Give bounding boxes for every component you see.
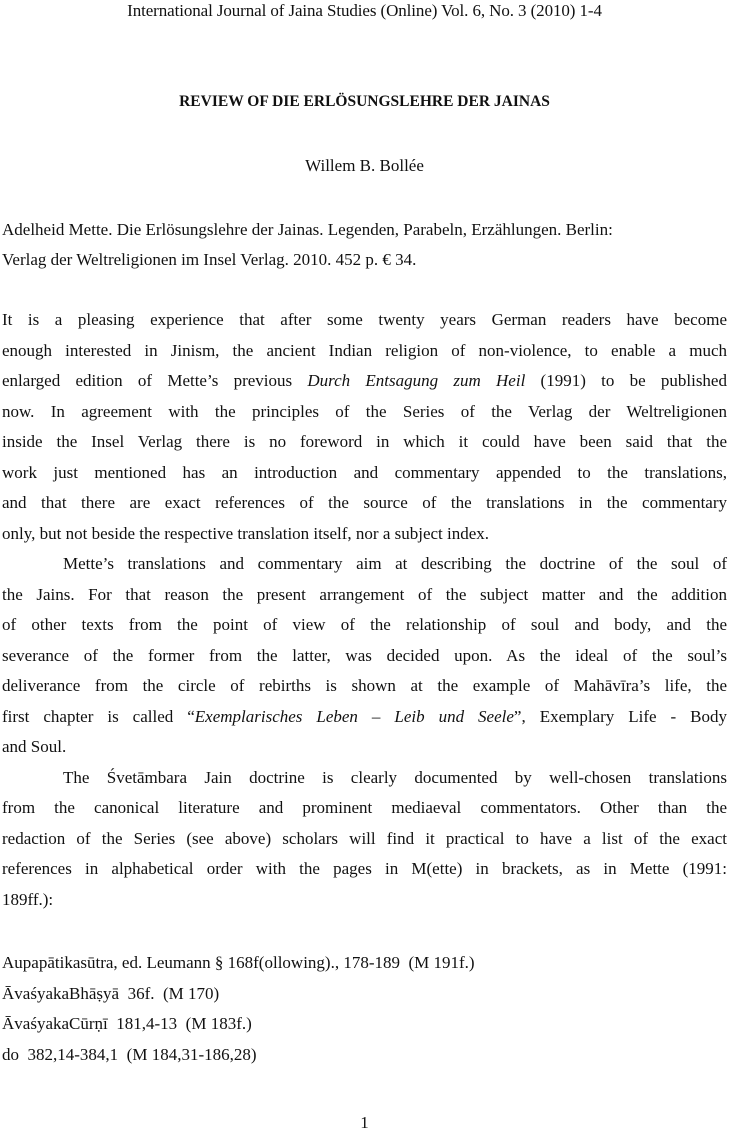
paragraph-2-line: and Soul. [2, 737, 67, 756]
paragraph-2-line: Mette’s translations and commentary aim at describing the doctrine of the soul of [63, 554, 727, 573]
paragraph-3-line: 189ff.): [2, 889, 54, 909]
article-title: REVIEW OF DIE ERLÖSUNGSLEHRE DER JAINAS [179, 93, 550, 110]
article-author: Willem B. Bollée [305, 156, 424, 175]
review-body [2, 305, 727, 915]
italic-chapter-title: Exemplarisches Leben – Leib und Seele [194, 706, 514, 726]
reference-item: ĀvaśyakaBhāṣyā 36f. (M 170) [2, 983, 220, 1003]
paragraph-3-line: The Śvetāmbara Jain doctrine is clearly documented by well-chosen translations [63, 767, 727, 787]
text-run: (1991) to be published [525, 371, 727, 390]
paragraph-3-line: from the canonical literature and prominent mediaeval commentators. Other than the [2, 798, 727, 817]
paragraph-2-line: of other texts from the point of view of the relationship of soul and body, and the [2, 615, 727, 634]
paragraph-2-line: deliverance from the circle of rebirths is shown at the example of Mahāvīra’s life, the [2, 676, 727, 695]
paragraph-2-line: severance of the former from the latter, was decided upon. As the ideal of the soul’s [2, 645, 727, 665]
paragraph-1-line: and that there are exact references of the source of the translations in the commentary [2, 493, 727, 512]
paragraph-1-line: now. In agreement with the principles of the Series of the Verlag der Weltreligionen [2, 401, 727, 421]
paragraph-1-line: It is a pleasing experience that after some twenty years German readers have become [2, 310, 727, 329]
reference-item: ĀvaśyakaCūrṇī 181,4-13 (M 183f.) [2, 1014, 252, 1033]
citation-line: Verlag der Weltreligionen im Insel Verlag. 2010. 452 p. € 34. [2, 250, 417, 269]
paragraph-2-line: the Jains. For that reason the present arrangement of the subject matter and the addition [2, 584, 727, 604]
text-run: ”, Exemplary Life - Body [513, 706, 728, 726]
paragraph-1-line: enough interested in Jinism, the ancient Indian religion of non-violence, to enable a much [2, 340, 727, 360]
paragraph-2-line [2, 702, 727, 733]
paragraph-1-line: work just mentioned has an introduction and commentary appended to the translations, [2, 462, 727, 482]
page-number: 1 [360, 1113, 369, 1132]
citation-line: Adelheid Mette. Die Erlösungslehre der Jainas. Legenden, Parabeln, Erzählungen. Berlin: [2, 220, 613, 239]
book-citation [2, 215, 727, 275]
text-run: first chapter is called “ [2, 706, 195, 726]
journal-header: International Journal of Jaina Studies (Online) Vol. 6, No. 3 (2010) 1-4 [127, 1, 602, 20]
reference-item: do 382,14-384,1 (M 184,31-186,28) [2, 1044, 257, 1064]
text-run: enlarged edition of Mette’s previous [2, 371, 308, 390]
italic-book-title: Durch Entsagung zum Heil [307, 371, 526, 390]
paragraph-3-line: redaction of the Series (see above) scholars will find it practical to have a list of the exact [2, 828, 727, 848]
reference-list [2, 948, 727, 1070]
reference-item: Aupapātikasūtra, ed. Leumann § 168f(ollowing)., 178-189 (M 191f.) [2, 953, 475, 972]
paragraph-3-line: references in alphabetical order with the pages in M(ette) in brackets, as in Mette (1991: [2, 859, 727, 878]
paragraph-1-line: inside the Insel Verlag there is no foreword in which it could have been said that the [2, 432, 727, 451]
paragraph-1-line: only, but not beside the respective translation itself, nor a subject index. [2, 523, 490, 543]
paragraph-1-line [2, 366, 727, 397]
